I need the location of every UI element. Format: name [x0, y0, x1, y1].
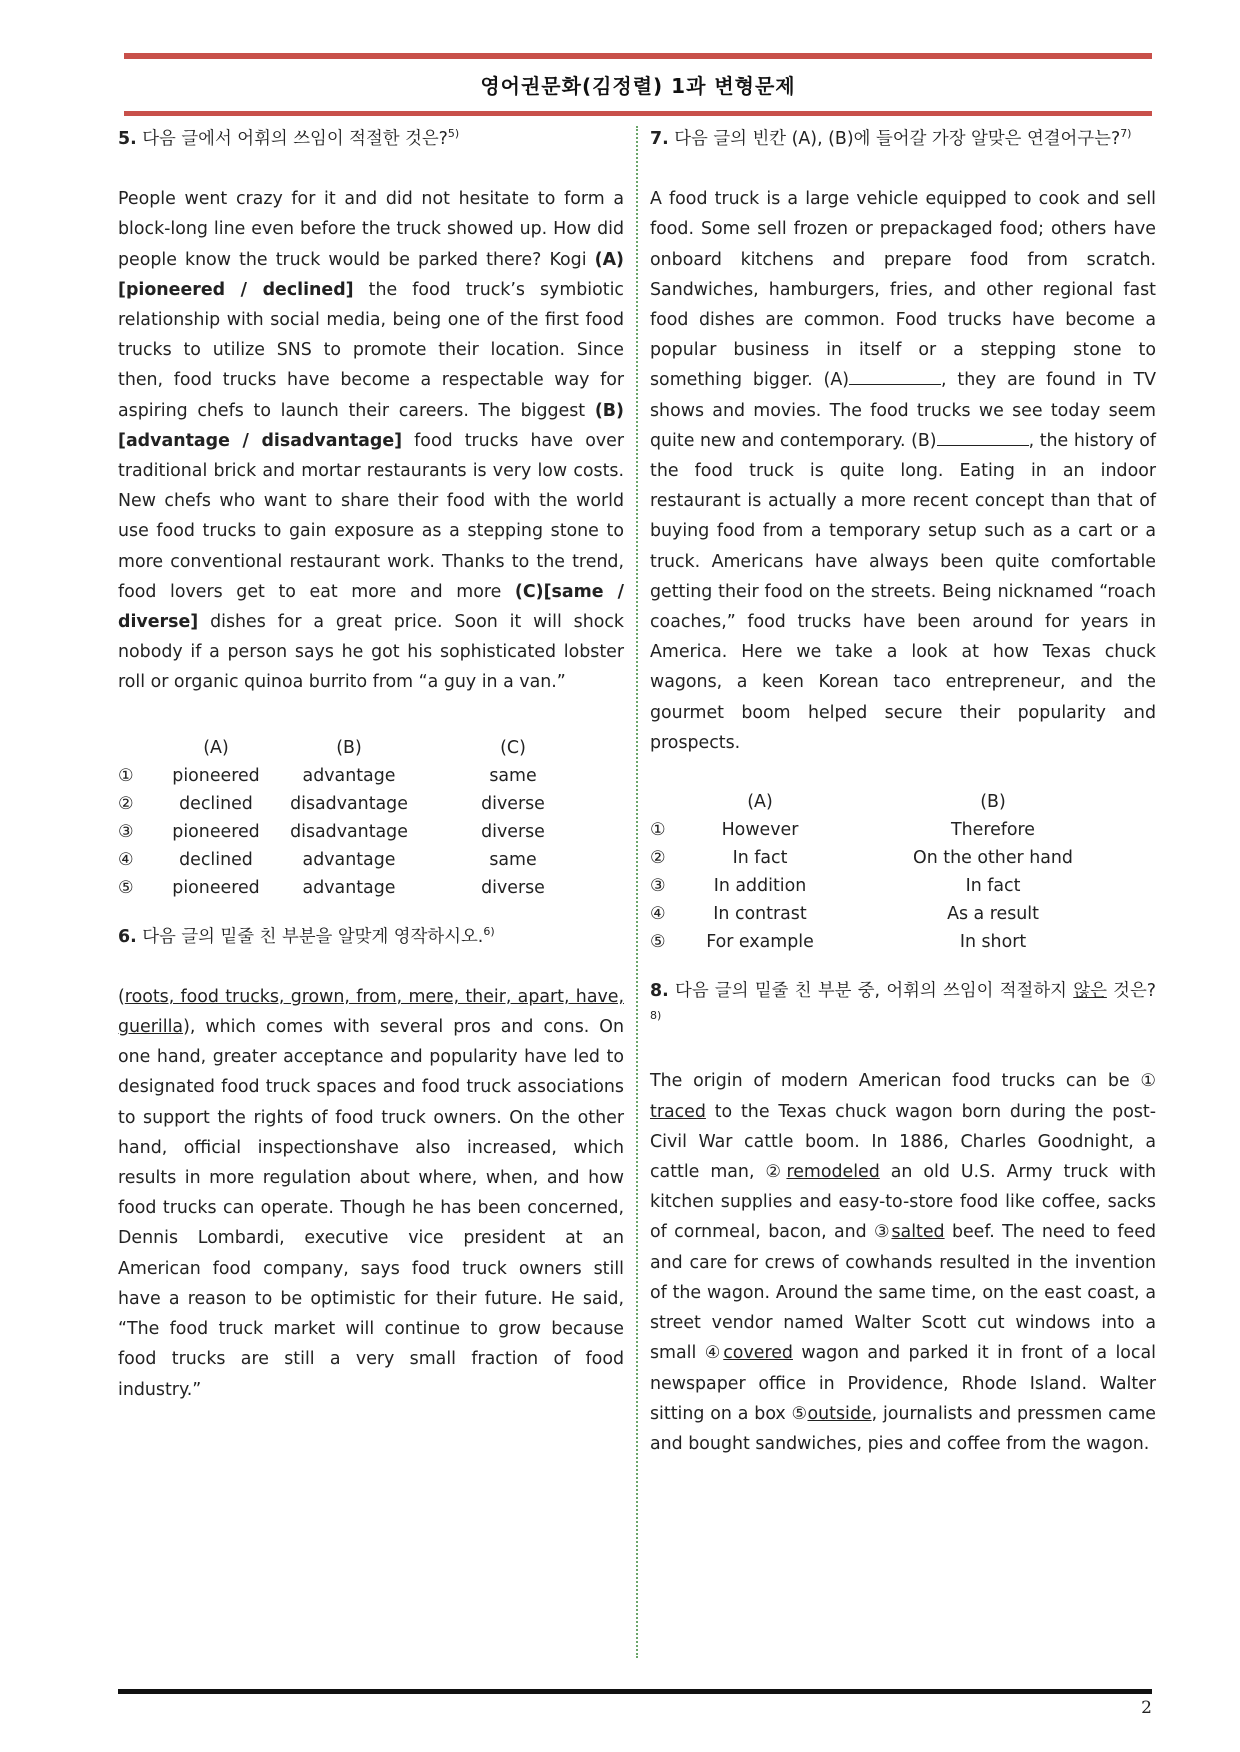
underlined-scrambled-words: roots, food trucks, grown, from, mere, their, apart, have, guerilla	[118, 986, 624, 1038]
question-6-passage: (roots, food trucks, grown, from, mere, their, apart, have, guerilla), which comes with several pros and cons. On one hand, greater acceptance and popularity have led to designated food truck spaces and food truck associations to support the rights of food truck owners. On the other hand, official inspectionshave also increased, which results in more regulation about where, when, and how food trucks can operate. Though he has been concerned, Dennis Lombardi, executive vice president at an American food company, says food truck owners still have a reason to be optimistic for their future. He said, “The food truck market will continue to grow because food trucks are still a very small fraction of food industry.”	[118, 986, 624, 1400]
options-header-row: (A) (B)	[747, 792, 1006, 813]
footnote-8: 8)	[650, 1009, 662, 1023]
question-8-number: 8.	[650, 981, 669, 1002]
question-6-number: 6.	[118, 926, 137, 947]
right-column	[650, 124, 1156, 1459]
header-bottom-rule	[124, 111, 1152, 116]
question-8-passage: The origin of modern American food trucks can be ① traced to the Texas chuck wagon born during the post-Civil War cattle boom. In 1886, Charles Goodnight, a cattle man, ②remodeled an old U.S. Army truck with kitchen supplies and easy-to-store food like coffee, sacks of cornmeal, bacon, and ③salted beef. The need to feed and care for crews of cowhands resulted in the invention of the wagon. Around the same time, on the east coast, a street vendor named Walter Scott cut windows into a small ④covered wagon and parked it in front of a local newspaper office in Providence, Rhode Island. Walter sitting on a box ⑤outside, journalists and pressmen came and bought sandwiches, pies and coffee from the wagon.	[650, 1071, 1156, 1454]
page-title: 영어권문화(김정렬) 1과 변형문제	[480, 74, 796, 98]
blank-a[interactable]	[849, 365, 941, 385]
option-row[interactable]: ② In fact On the other hand	[650, 848, 1073, 869]
option-row[interactable]: ① pioneered advantage same	[118, 765, 537, 786]
footer-rule	[118, 1689, 1152, 1694]
option-row[interactable]: ③ pioneered disadvantage diverse	[118, 821, 545, 842]
page-number: 2	[1141, 1698, 1152, 1718]
question-7-number: 7.	[650, 129, 669, 149]
option-row[interactable]: ④ declined advantage same	[118, 849, 537, 870]
options-header-row: (A) (B) (C)	[203, 737, 526, 758]
option-row[interactable]: ① However Therefore	[650, 820, 1036, 841]
underlined-word-5: outside	[807, 1403, 872, 1424]
column-divider	[636, 126, 638, 1658]
option-row[interactable]: ④ In contrast As a result	[650, 904, 1039, 925]
underlined-word-2: remodeled	[786, 1162, 880, 1183]
marker-b: (B)[advantage / disadvantage]	[118, 400, 624, 451]
left-column	[118, 124, 624, 1405]
underlined-word-3: salted	[891, 1222, 945, 1243]
blank-a-label: (A)	[823, 370, 849, 391]
footnote-5: 5)	[447, 127, 460, 141]
question-6-text: 다음 글의 밑줄 친 부분을 알맞게 영작하시오.	[136, 926, 484, 947]
header-top-rule	[124, 53, 1152, 59]
underlined-word-1: traced	[650, 1101, 706, 1122]
option-row[interactable]: ⑤ For example In short	[650, 932, 1027, 953]
underlined-word-4: covered	[723, 1343, 793, 1364]
blank-b-label: (B)	[911, 430, 937, 451]
blank-b[interactable]	[937, 426, 1029, 446]
question-5-options	[118, 734, 598, 902]
option-row[interactable]: ② declined disadvantage diverse	[118, 793, 545, 814]
option-row[interactable]: ③ In addition In fact	[650, 876, 1021, 897]
option-row[interactable]: ⑤ pioneered advantage diverse	[118, 877, 545, 898]
marker-c: (C)[same / diverse]	[118, 581, 625, 633]
question-8-prompt: 8. 다음 글의 밑줄 친 부분 중, 어휘의 쓰임이 적절하지 않은 것은?$^{8)}$	[650, 981, 1157, 1023]
question-6-prompt	[118, 922, 624, 952]
footnote-7: 7)	[1120, 127, 1132, 141]
footnote-6: 6)	[483, 924, 495, 938]
underlined-not: 않은	[1073, 981, 1107, 1002]
question-5-prompt	[118, 124, 624, 154]
question-7-text: 다음 글의 빈칸 (A), (B)에 들어갈 가장 알맞은 연결어구는?	[668, 129, 1121, 149]
question-5-passage: People went crazy for it and did not hesitate to form a block-long line even before the truck showed up. How did people know the truck would be parked there? Kogi (A)[pioneered / declined] the food truck’s symbiotic relationship with social media, being one of the first food trucks to utilize SNS to promote their location. Since then, food trucks have become a respectable way for aspiring chefs to launch their careers. The biggest (B)[advantage / disadvantage] food trucks have over traditional brick and mortar restaurants is very low costs. New chefs who want to share their food with the world use food trucks to gain exposure as a stepping stone to more conventional restaurant work. Thanks to the trend, food lovers get to eat more and more (C)[same / diverse] dishes for a great price. Soon it will shock nobody if a person says he got his sophisticated lobster roll or organic quinoa burrito from “a guy in a van.”	[118, 189, 625, 693]
marker-a: (A)[pioneered / declined]	[118, 249, 624, 300]
question-7-options	[650, 788, 1156, 956]
question-5-number: 5.	[118, 129, 137, 149]
question-5-text: 다음 글에서 어휘의 쓰임이 적절한 것은?	[136, 129, 448, 149]
question-7-passage: A food truck is a large vehicle equipped to cook and sell food. Some sell frozen or prepackaged food; others have onboard kitchens and prepare food from scratch. Sandwiches, hamburgers, fries, and other regional fast food dishes are common. Food trucks have become a popular business in itself or a stepping stone to something bigger. (A) , they are found in TV shows and movies. The food trucks we see today seem quite new and contemporary. (B) , the history of the food truck is quite long. Eating in an indoor restaurant is actually a more recent concept than that of buying food from a temporary setup such as a cart or a truck. Americans have always been quite comfortable getting their food on the streets. Being nicknamed “roach coaches,” food trucks have been around for years in America. Here we take a look at how Texas chuck wagons, a keen Korean taco entrepreneur, and the gourmet boom helped secure their popularity and prospects.	[650, 189, 1157, 753]
question-7-prompt	[650, 124, 1156, 154]
